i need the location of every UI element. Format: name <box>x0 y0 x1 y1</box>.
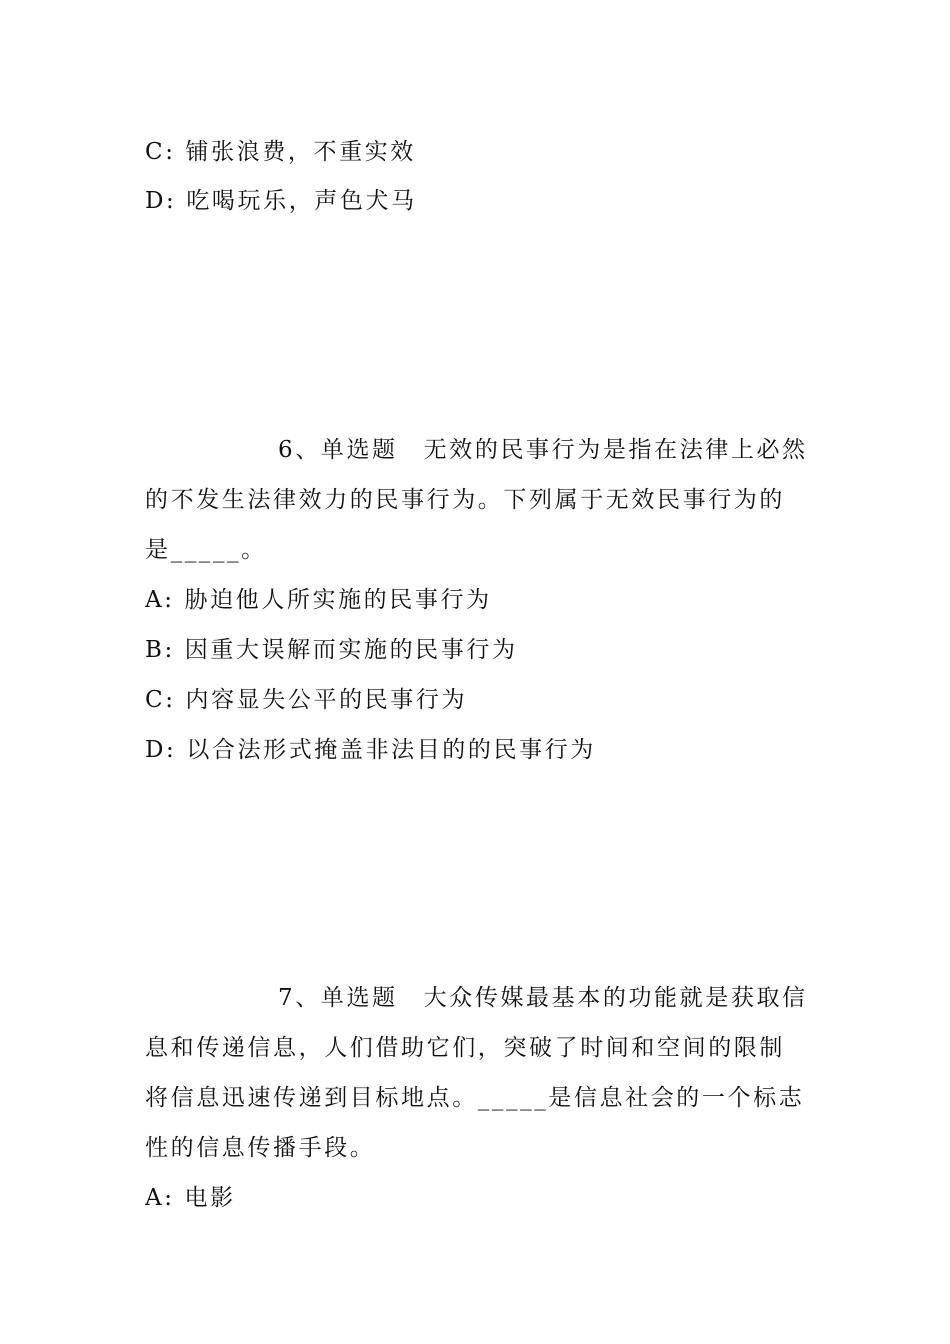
option-letter: A: <box>145 587 175 613</box>
question-text-line: 无效的民事行为是指在法律上必然 <box>423 437 808 463</box>
option-text: 以合法形式掩盖非法目的的民事行为 <box>186 737 596 763</box>
question-text-line: 是_____。 <box>145 537 267 563</box>
question-number: 6、 <box>278 437 321 463</box>
option-d <box>145 735 810 765</box>
option-text: 电影 <box>184 1185 236 1211</box>
option-text: 因重大误解而实施的民事行为 <box>184 637 518 663</box>
question-number: 7、 <box>278 985 321 1011</box>
question-type: 单选题 <box>320 437 398 463</box>
question-text-line: 息和传递信息，人们借助它们，突破了时间和空间的限制 <box>145 1035 785 1061</box>
question-7-header <box>278 983 810 1013</box>
option-c-prev <box>145 137 810 167</box>
question-text-line: 的不发生法律效力的民事行为。下列属于无效民事行为的 <box>145 487 785 513</box>
option-b <box>145 635 810 665</box>
option-text: 铺张浪费，不重实效 <box>185 139 416 165</box>
option-letter: A: <box>145 1185 175 1211</box>
option-text: 吃喝玩乐，声色犬马 <box>186 188 417 214</box>
option-text: 内容显失公平的民事行为 <box>185 687 468 713</box>
option-text: 胁迫他人所实施的民事行为 <box>184 587 492 613</box>
question-text-line: 性的信息传播手段。 <box>145 1135 376 1161</box>
option-letter: C: <box>145 139 176 165</box>
option-c <box>145 685 810 715</box>
option-letter: D: <box>145 737 177 763</box>
option-letter: D: <box>145 188 177 214</box>
option-letter: C: <box>145 687 176 713</box>
option-a <box>145 585 810 615</box>
question-6-header <box>278 435 810 465</box>
question-text-line: 大众传媒最基本的功能就是获取信 <box>423 985 808 1011</box>
option-a <box>145 1183 810 1213</box>
question-text-line: 将信息迅速传递到目标地点。_____是信息社会的一个标志 <box>145 1085 805 1111</box>
question-type: 单选题 <box>320 985 398 1011</box>
option-letter: B: <box>145 637 175 663</box>
option-d-prev <box>145 186 810 216</box>
